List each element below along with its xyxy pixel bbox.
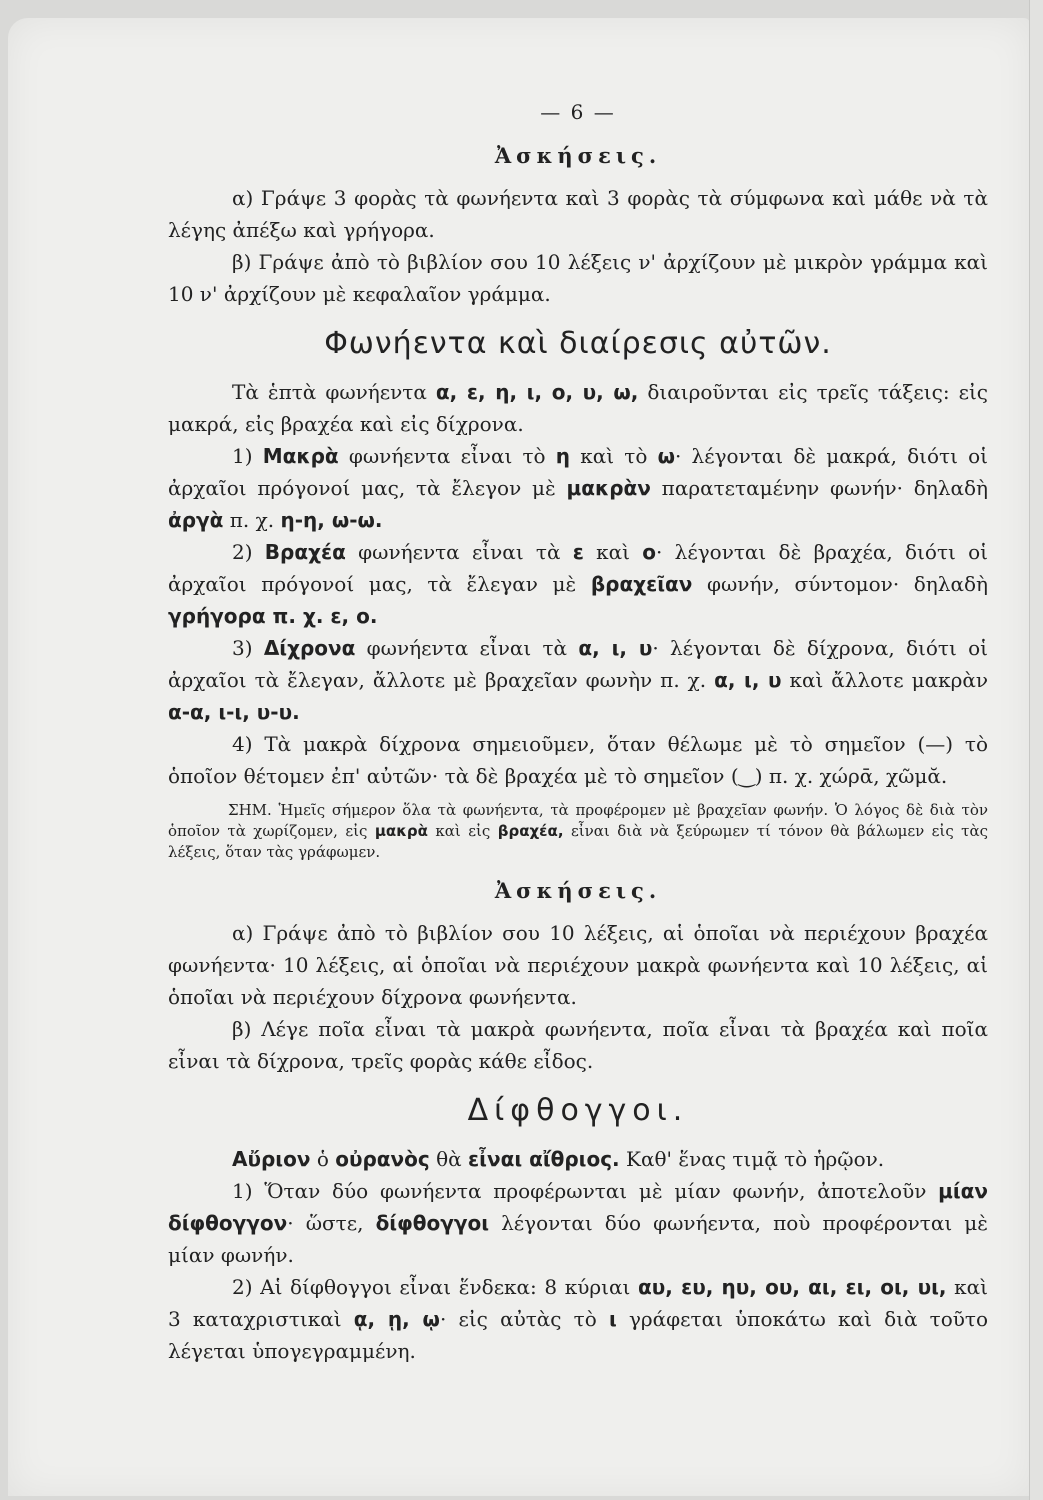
text-run: παρατεταμένην φωνήν· δηλαδὴ: [650, 476, 988, 500]
letter: ο: [642, 540, 657, 564]
diphthongs-heading: Δίφθογγοι.: [467, 1093, 689, 1128]
text-run: καὶ εἰς: [427, 822, 498, 840]
dichrona-paragraph: [168, 632, 988, 728]
example: η-η, ω-ω.: [280, 508, 383, 532]
text-run: καὶ ἄλλοτε μακρὰν: [781, 668, 989, 692]
text-run: · εἰς αὐτὰς τὸ: [439, 1307, 609, 1331]
term-dichrona: Δίχρονα: [263, 636, 356, 660]
term-diphthong: μίαν δίφθογγον: [168, 1179, 988, 1235]
text-run: καὶ τὸ: [570, 444, 658, 468]
text-run: ὁ: [310, 1147, 336, 1171]
text-run: Καθ' ἕνας τιμᾷ τὸ ἡρῷον.: [619, 1147, 885, 1171]
example: α-α, ι-ι, υ-υ.: [168, 700, 300, 724]
term-long: Μακρὰ: [262, 444, 339, 468]
text-run: φωνήεντα εἶναι τὰ: [345, 540, 573, 564]
diphthong-list: [168, 1271, 988, 1367]
letter: ε: [572, 540, 584, 564]
term-diphthongs: δίφθογγοι: [375, 1211, 489, 1235]
term-short: Βραχέα: [264, 540, 346, 564]
short-vowels-paragraph: [168, 536, 988, 632]
exercise-1a: α) Γράψε 3 φορὰς τὰ φωνήεντα καὶ 3 φορὰς τὰ σύμφωνα καὶ μάθε νὰ τὰ λέγης ἀπέξω καὶ γρήγορα.: [168, 186, 988, 242]
exercise-2a: α) Γράψε ἀπὸ τὸ βιβλίον σου 10 λέξεις, αἱ ὁποῖαι νὰ περιέχουν βραχέα φωνήεντα· 10 λέξεις, αἱ ὁποῖαι νὰ περιέχουν μακρὰ φωνήεντα καὶ 10 λέξεις, αἱ ὁποῖαι νὰ περιέχουν δίχρονα φωνήεντα.: [168, 921, 988, 1009]
next-page-edge: [1029, 0, 1043, 1500]
text-run: θὰ: [429, 1147, 469, 1171]
improper-diphthongs: ᾳ, ῃ, ῳ: [353, 1307, 440, 1331]
emphasis: βραχέα,: [497, 822, 564, 840]
exercise-2b: β) Λέγε ποῖα εἶναι τὰ μακρὰ φωνήεντα, ποῖα εἶναι τὰ βραχέα καὶ ποῖα εἶναι τὰ δίχρονα, τρεῖς φορὰς κάθε εἶδος.: [168, 1017, 988, 1073]
text-run: Ἡμεῖς σήμερον ὅλα τὰ φωνήεντα, τὰ προφέρομεν μὲ βραχεῖαν φωνήν. Ὁ λόγος δὲ διὰ τὸν ὁποῖον τὰ χωρίζομεν, εἰς: [168, 801, 988, 840]
emphasis: μακρὰ: [374, 822, 428, 840]
example-word: οὐρανὸς: [335, 1147, 430, 1171]
letters: α, ι, υ: [578, 636, 653, 660]
exercise-1b: β) Γράψε ἀπὸ τὸ βιβλίον σου 10 λέξεις ν' ἀρχίζουν μὲ μικρὸν γράμμα καὶ 10 ν' ἀρχίζουν μὲ κεφαλαῖον γράμμα.: [168, 250, 988, 306]
text-run: διαιροῦνται εἰς τρεῖς τάξεις: εἰς μακρά, εἰς βραχέα καὶ εἰς δίχρονα.: [168, 380, 988, 436]
text-run: · ὥστε,: [287, 1211, 376, 1235]
text-run: καὶ: [583, 540, 643, 564]
emphasis: μακρὰν: [566, 476, 651, 500]
proper-diphthongs: αυ, ευ, ηυ, ου, αι, ει, οι, υι,: [638, 1275, 947, 1299]
letter: ι: [608, 1307, 617, 1331]
example-word: Αὔριον: [232, 1147, 311, 1171]
marks-paragraph: 4) Τὰ μακρὰ δίχρονα σημειοῦμεν, ὅταν θέλωμε μὲ τὸ σημεῖον (—) τὸ ὁποῖον θέτομεν ἐπ' αὐτῶν· τὰ δὲ βραχέα μὲ τὸ σημεῖον (‿) π. χ. χώρᾱ, χῶμᾰ.: [168, 732, 988, 788]
example: γρήγορα π. χ. ε, ο.: [168, 604, 378, 628]
text-run: 1): [232, 444, 263, 468]
text-run: 1) Ὅταν δύο φωνήεντα προφέρωνται μὲ μίαν φωνήν, ἀποτελοῦν: [232, 1179, 939, 1203]
text-run: εἶναι διὰ νὰ ξεύρωμεν τί τόνον θὰ βάλωμεν εἰς τὰς λέξεις, ὅταν τὰς γράφωμεν.: [168, 822, 989, 861]
long-vowels-paragraph: [168, 440, 988, 536]
text-run: 2): [232, 540, 265, 564]
page-content: [168, 96, 988, 1367]
note-label: ΣΗΜ.: [228, 801, 272, 819]
exercises-heading-1: Ἀσκήσεις.: [494, 143, 662, 168]
example-word: εἶναι αἴθριος.: [468, 1147, 620, 1171]
emphasis: ἀργὰ: [168, 508, 224, 532]
vowels-intro: [168, 376, 988, 440]
text-run: Τὰ ἑπτὰ φωνήεντα: [232, 380, 436, 404]
diphthong-definition: [168, 1175, 988, 1271]
letter: ω: [657, 444, 675, 468]
text-run: καὶ 3 καταχριστικαὶ: [168, 1275, 988, 1331]
letter: η: [555, 444, 571, 468]
page-number: — 6 —: [540, 100, 616, 124]
vowel-letters: α, ε, η, ι, ο, υ, ω,: [435, 380, 639, 404]
text-run: · λέγονται δὲ βραχέα, διότι οἱ ἀρχαῖοι πρόγονοί μας, τὰ ἔλεγαν μὲ: [168, 540, 988, 596]
text-run: · λέγονται δὲ μακρά, διότι οἱ ἀρχαῖοι πρόγονοί μας, τὰ ἔλεγον μὲ: [168, 444, 989, 500]
text-run: · λέγονται δὲ δίχρονα, διότι οἱ ἀρχαῖοι τὰ ἔλεγαν, ἄλλοτε μὲ βραχεῖαν φωνὴν π. χ.: [168, 636, 988, 692]
letters: α, ι, υ: [714, 668, 782, 692]
text-run: 2) Αἱ δίφθογγοι εἶναι ἕνδεκα: 8 κύριαι: [232, 1275, 638, 1299]
text-run: φωνήν, σύντομον· δηλαδὴ: [692, 572, 988, 596]
text-run: φωνήεντα εἶναι τὰ: [355, 636, 579, 660]
emphasis: βραχεῖαν: [590, 572, 693, 596]
diphthong-example-sentence: [168, 1143, 988, 1175]
text-run: γράφεται ὑποκάτω καὶ διὰ τοῦτο λέγεται ὑπογεγραμμένη.: [168, 1307, 989, 1363]
text-run: λέγονται δύο φωνήεντα, ποὺ προφέρονται μὲ μίαν φωνήν.: [168, 1211, 988, 1267]
text-run: φωνήεντα εἶναι τὸ: [338, 444, 556, 468]
text-run: π. χ.: [223, 508, 281, 532]
note-paragraph: [168, 800, 988, 863]
exercises-heading-2: Ἀσκήσεις.: [494, 878, 662, 903]
vowels-heading: Φωνήεντα καὶ διαίρεσις αὐτῶν.: [324, 326, 832, 361]
text-run: 3): [232, 636, 264, 660]
